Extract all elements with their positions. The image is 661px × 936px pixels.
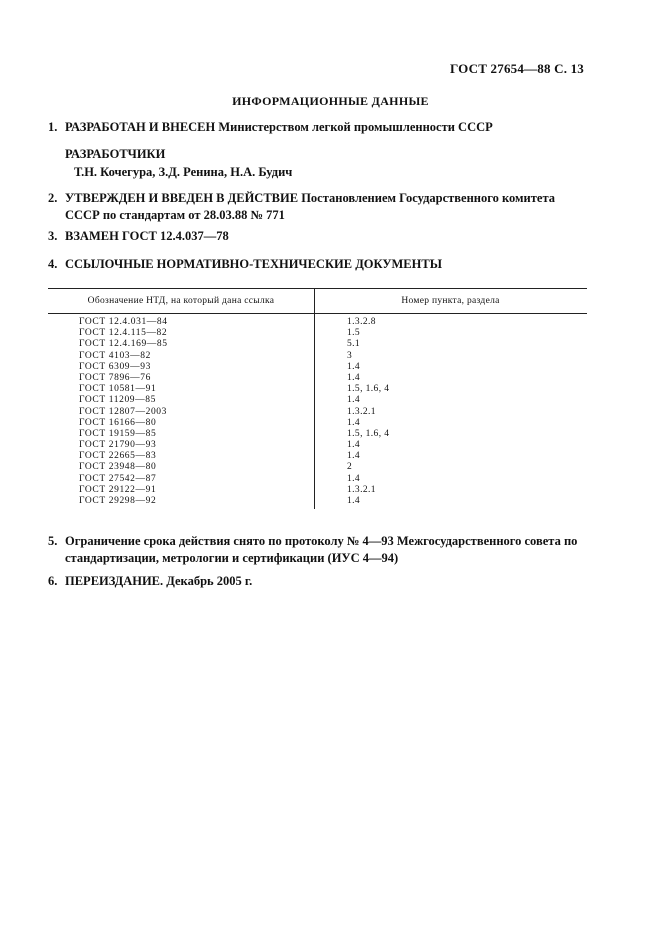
table-cell-clause: 1.4 <box>347 361 361 372</box>
item-1-number: 1. <box>48 120 58 134</box>
item-2-heading: УТВЕРЖДЕН И ВВЕДЕН В ДЕЙСТВИЕ <box>65 191 299 205</box>
table-cell-document: ГОСТ 23948—80 <box>79 462 157 473</box>
table-cell-clause: 1.4 <box>347 496 361 506</box>
item-2-text: Постановлением Государственного комитета СССР по стандартам от 28.03.88 № 771 <box>65 191 555 222</box>
table-body <box>48 317 587 507</box>
table-cell-clause: 1.4 <box>347 417 361 428</box>
table-cell-document: ГОСТ 27542—87 <box>79 473 157 484</box>
table-cell-document: ГОСТ 12.4.031—84 <box>79 317 168 327</box>
table-cell-clause: 2 <box>347 462 353 473</box>
item-1-text: Министерством легкой промышленности СССР <box>215 120 493 134</box>
table-row <box>48 317 587 328</box>
table-header <box>48 289 587 314</box>
table-row <box>48 418 587 429</box>
references-table <box>48 288 587 507</box>
item-5 <box>48 533 588 567</box>
table-cell-clause: 1.5, 1.6, 4 <box>347 384 390 395</box>
table-cell-clause: 1.4 <box>347 473 361 484</box>
table-row <box>48 429 587 440</box>
table-cell-clause: 1.3.2.8 <box>347 317 376 327</box>
table-row <box>48 351 587 362</box>
item-4 <box>48 256 588 273</box>
table-cell-clause: 1.5 <box>347 328 361 339</box>
item-6-text: ПЕРЕИЗДАНИЕ. Декабрь 2005 г. <box>65 574 253 588</box>
item-4-number: 4. <box>48 257 58 271</box>
table-row <box>48 328 587 339</box>
table-cell-document: ГОСТ 12807—2003 <box>79 406 167 417</box>
developers-names: Т.Н. Кочегура, З.Д. Ренина, Н.А. Будич <box>74 165 293 179</box>
item-3 <box>48 228 588 245</box>
table-cell-clause: 5.1 <box>347 339 361 350</box>
table-cell-clause: 1.4 <box>347 372 361 383</box>
item-3-number: 3. <box>48 229 58 243</box>
table-cell-document: ГОСТ 10581—91 <box>79 384 157 395</box>
table-cell-clause: 3 <box>347 350 353 361</box>
table-row <box>48 339 587 350</box>
table-cell-document: ГОСТ 12.4.169—85 <box>79 339 168 350</box>
table-cell-document: ГОСТ 16166—80 <box>79 417 157 428</box>
table-cell-document: ГОСТ 7896—76 <box>79 372 151 383</box>
table-row <box>48 373 587 384</box>
developers-heading: РАЗРАБОТЧИКИ <box>65 147 166 161</box>
table-cell-document: ГОСТ 19159—85 <box>79 428 157 439</box>
table-header-clause: Номер пункта, раздела <box>401 296 500 306</box>
item-2-number: 2. <box>48 191 58 205</box>
table-row <box>48 474 587 485</box>
table-row <box>48 384 587 395</box>
table-header-document: Обозначение НТД, на который дана ссылка <box>87 296 275 306</box>
table-row <box>48 462 587 473</box>
item-6-number: 6. <box>48 574 58 588</box>
section-title: ИНФОРМАЦИОННЫЕ ДАННЫЕ <box>232 94 429 108</box>
table-cell-document: ГОСТ 11209—85 <box>79 395 156 406</box>
table-cell-document: ГОСТ 29298—92 <box>79 496 157 506</box>
table-row <box>48 395 587 406</box>
table-cell-document: ГОСТ 12.4.115—82 <box>79 328 168 339</box>
table-row <box>48 440 587 451</box>
item-3-text: ВЗАМЕН ГОСТ 12.4.037—78 <box>65 229 229 243</box>
table-row <box>48 451 587 462</box>
table-cell-document: ГОСТ 4103—82 <box>79 350 151 361</box>
item-4-text: ССЫЛОЧНЫЕ НОРМАТИВНО-ТЕХНИЧЕСКИЕ ДОКУМЕНТЫ <box>65 257 442 271</box>
table-row <box>48 407 587 418</box>
table-cell-document: ГОСТ 21790—93 <box>79 440 157 451</box>
table-row <box>48 496 587 507</box>
page-header: ГОСТ 27654—88 С. 13 <box>450 61 584 76</box>
table-cell-clause: 1.4 <box>347 440 361 451</box>
table-cell-clause: 1.3.2.1 <box>347 484 376 495</box>
table-cell-document: ГОСТ 29122—91 <box>79 484 157 495</box>
table-cell-clause: 1.5, 1.6, 4 <box>347 428 390 439</box>
table-cell-document: ГОСТ 6309—93 <box>79 361 151 372</box>
item-1-heading: РАЗРАБОТАН И ВНЕСЕН <box>65 120 216 134</box>
table-cell-clause: 1.3.2.1 <box>347 406 376 417</box>
table-row <box>48 362 587 373</box>
table-row <box>48 485 587 496</box>
table-cell-clause: 1.4 <box>347 451 361 462</box>
table-cell-clause: 1.4 <box>347 395 361 406</box>
table-column-divider <box>314 288 315 509</box>
item-2 <box>48 190 588 224</box>
item-5-number: 5. <box>48 534 58 548</box>
table-cell-document: ГОСТ 22665—83 <box>79 451 157 462</box>
item-6 <box>48 573 588 590</box>
item-5-text: Ограничение срока действия снято по протоколу № 4—93 Межгосударственного совета по стандартизации, метрологии и сертификации (ИУС 4—94) <box>65 534 578 565</box>
developers-block <box>48 146 588 181</box>
item-1 <box>48 119 588 136</box>
